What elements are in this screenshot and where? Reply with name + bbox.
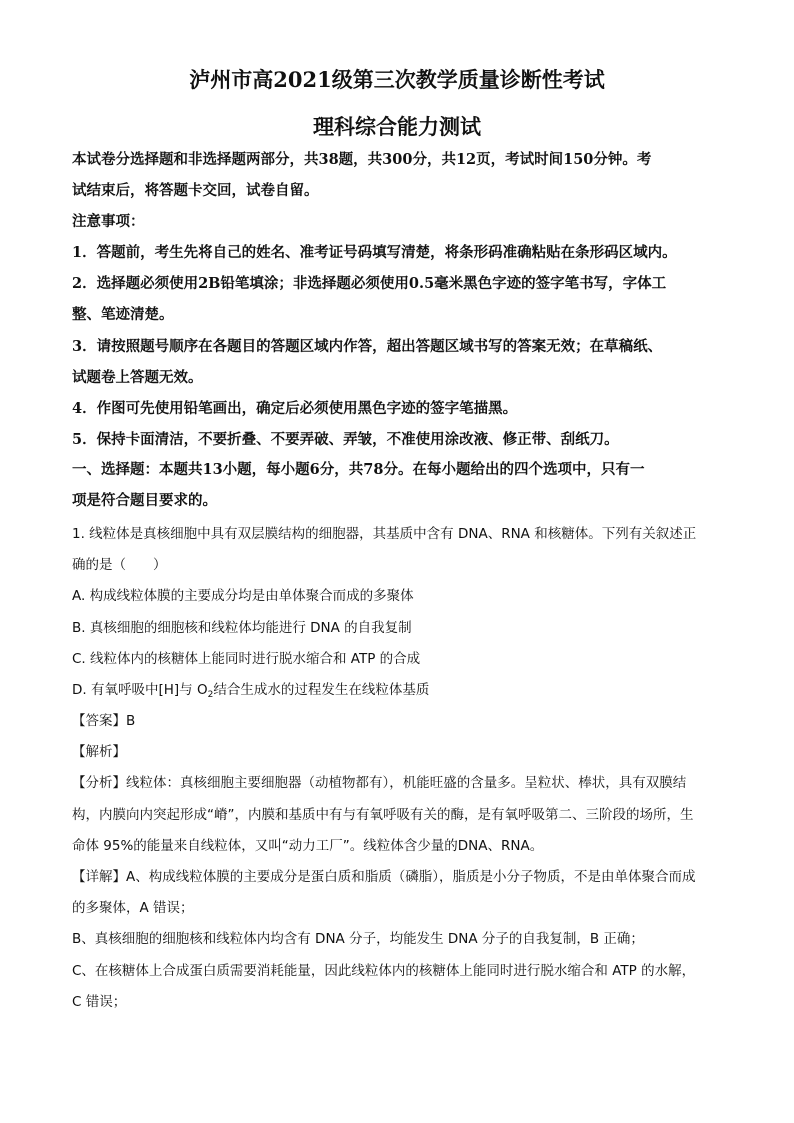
question-stem-line-1: 1. 线粒体是真核细胞中具有双层膜结构的细胞器，其基质中含有 DNA、RNA 和核糖体。下列有关叙述正: [72, 526, 697, 542]
notice-item-2-line-1: 2．选择题必须使用2B铅笔填涂；非选择题必须使用0.5毫米黑色字迹的签字笔书写，字体工: [72, 275, 667, 292]
section-heading-line-2: 项是符合题目要求的。: [72, 492, 217, 509]
answer-line: [72, 711, 732, 731]
xiangjie-a-text-1: A、构成线粒体膜的主要成分是蛋白质和脂质（磷脂），脂质是小分子物质，不是由单体聚合而成: [126, 869, 696, 885]
question-stem-line-2: 确的是（ ）: [72, 557, 167, 573]
option-a: A. 构成线粒体膜的主要成分均是由单体聚合而成的多聚体: [72, 588, 414, 604]
xiangjie-line-1: [72, 867, 732, 887]
notice-item-3-line-2: 试题卷上答题无效。: [72, 369, 203, 386]
answer-label: 【答案】: [72, 713, 126, 729]
xiangjie-b: B、真核细胞的细胞核和线粒体内均含有 DNA 分子，均能发生 DNA 分子的自我复制，B 正确；: [72, 931, 644, 947]
option-b: B. 真核细胞的细胞核和线粒体均能进行 DNA 的自我复制: [72, 620, 412, 636]
section-heading-line-1: 一、选择题：本题共13小题，每小题6分，共78分。在每小题给出的四个选项中，只有一: [72, 461, 645, 478]
option-d-text-end: 结合生成水的过程发生在线粒体基质: [213, 682, 430, 698]
xiangjie-c-line-2: C 错误；: [72, 994, 127, 1010]
fenxi-label: 【分析】: [72, 775, 126, 791]
xiangjie-a-line-2: 的多聚体，A 错误；: [72, 900, 194, 916]
notice-item-2-line-2: 整、笔迹清楚。: [72, 306, 174, 323]
option-d: [72, 680, 732, 705]
option-c: C. 线粒体内的核糖体上能同时进行脱水缩合和 ATP 的合成: [72, 651, 421, 667]
intro-line-1: 本试卷分选择题和非选择题两部分，共38题，共300分，共12页，考试时间150分钟。考: [72, 151, 652, 168]
fenxi-text-1: 线粒体：真核细胞主要细胞器（动植物都有），机能旺盛的含量多。呈粒状、棒状，具有双膜结: [126, 775, 687, 791]
answer-value: B: [126, 713, 136, 729]
fenxi-line-2: 构，内膜向内突起形成“嵴”，内膜和基质中有与有氧呼吸有关的酶，是有氧呼吸第二、三阶段的场所，生: [72, 807, 694, 823]
option-d-subscript: 2: [207, 690, 214, 700]
fenxi-line-3: 命体 95%的能量来自线粒体，又叫“动力工厂”。线粒体含少量的DNA、RNA。: [72, 838, 544, 854]
analysis-label: 【解析】: [72, 744, 126, 760]
xiangjie-c-line-1: C、在核糖体上合成蛋白质需要消耗能量，因此线粒体内的核糖体上能同时进行脱水缩合和 ATP 的水解，: [72, 963, 696, 979]
notice-item-5: 5．保持卡面清洁，不要折叠、不要弄破、弄皱，不准使用涂改液、修正带、刮纸刀。: [72, 431, 619, 448]
xiangjie-label: 【详解】: [72, 869, 126, 885]
notice-item-1: 1．答题前，考生先将自己的姓名、准考证号码填写清楚，将条形码准确粘贴在条形码区域内。: [72, 244, 677, 261]
fenxi-line-1: [72, 773, 732, 793]
exam-title: 泸州市高2021级第三次教学质量诊断性考试: [189, 67, 605, 92]
notice-heading: 注意事项：: [72, 213, 145, 230]
exam-subtitle: 理科综合能力测试: [313, 114, 481, 139]
notice-item-4: 4．作图可先使用铅笔画出，确定后必须使用黑色字迹的签字笔描黑。: [72, 400, 518, 417]
option-d-text-start: D. 有氧呼吸中[H]与 O: [72, 682, 208, 698]
notice-item-3-line-1: 3．请按照题号顺序在各题目的答题区域内作答，超出答题区域书写的答案无效；在草稿纸、: [72, 338, 663, 355]
intro-line-2: 试结束后，将答题卡交回，试卷自留。: [72, 182, 319, 199]
